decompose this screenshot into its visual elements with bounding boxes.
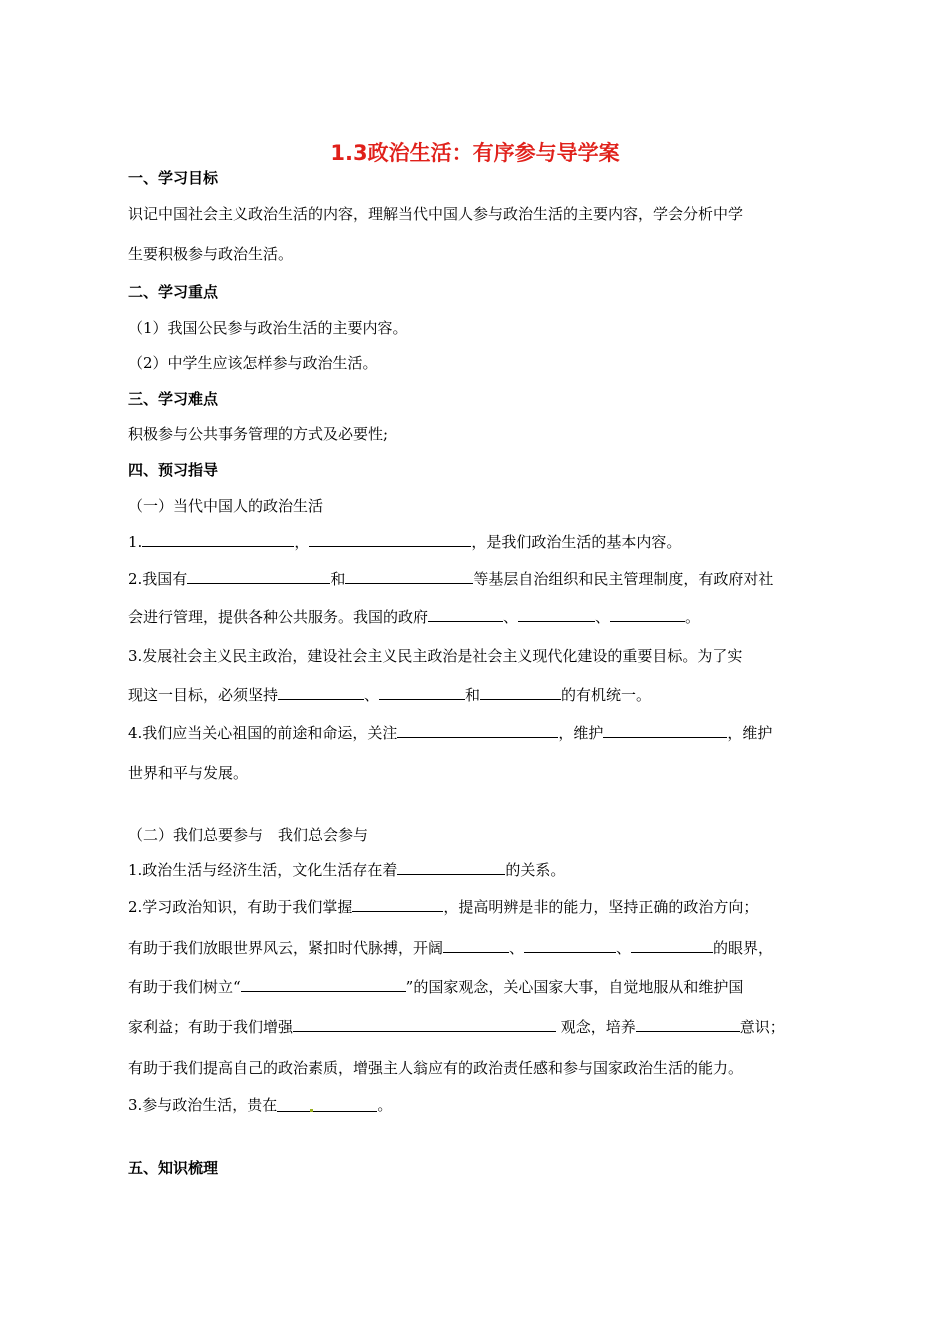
part1-question-3-line-1: 3.发展社会主义民主政治，建设社会主义民主政治是社会主义现代化建设的重要目标。为了实 — [128, 647, 743, 665]
fill-blank[interactable] — [631, 937, 713, 953]
part2-question-3: 3.参与政治生活，贵在 。 — [128, 1096, 393, 1114]
fill-blank[interactable] — [142, 531, 294, 547]
keypoint-2: （2）中学生应该怎样参与政治生活。 — [128, 354, 378, 372]
fill-blank[interactable] — [518, 606, 595, 622]
part1-question-4-line-1: 4.我们应当关心祖国的前途和命运，关注 ，维护 ，维护 — [128, 724, 773, 742]
objectives-line-1: 识记中国社会主义政治生活的内容，理解当代中国人参与政治生活的主要内容，学会分析中学 — [128, 205, 744, 223]
part2-question-2-line-3: 有助于我们树立“ ”的国家观念，关心国家大事，自觉地服从和维护国 — [128, 978, 744, 996]
dot-mark — [310, 1109, 313, 1112]
fill-blank[interactable] — [241, 976, 406, 992]
part2-question-1: 1.政治生活与经济生活，文化生活存在着 的关系。 — [128, 861, 566, 879]
fill-blank[interactable] — [352, 896, 443, 912]
part1-question-2-line-2: 会进行管理，提供各种公共服务。我国的政府 、 、 。 — [128, 608, 701, 626]
section-heading-summary: 五、知识梳理 — [128, 1159, 219, 1177]
fill-blank[interactable] — [309, 531, 471, 547]
fill-blank[interactable] — [379, 684, 465, 700]
fill-blank[interactable] — [278, 684, 364, 700]
section-heading-difficulty: 三、学习难点 — [128, 390, 219, 408]
fill-blank[interactable] — [603, 722, 727, 738]
section-heading-objectives: 一、学习目标 — [128, 169, 219, 187]
fill-blank[interactable] — [277, 1096, 377, 1112]
fill-blank[interactable] — [480, 684, 561, 700]
keypoint-1: （1）我国公民参与政治生活的主要内容。 — [128, 319, 408, 337]
fill-blank[interactable] — [428, 606, 503, 622]
fill-blank[interactable] — [397, 722, 558, 738]
part2-question-2-line-5: 有助于我们提高自己的政治素质，增强主人翁应有的政治责任感和参与国家政治生活的能力。 — [128, 1059, 744, 1077]
part1-question-1: 1. ， ，是我们政治生活的基本内容。 — [128, 533, 682, 551]
part1-question-4-line-2: 世界和平与发展。 — [128, 764, 249, 782]
part2-heading: （二）我们总要参与 我们总会参与 — [128, 826, 369, 844]
fill-blank[interactable] — [345, 568, 473, 584]
section-heading-preview: 四、预习指导 — [128, 461, 219, 479]
fill-blank[interactable] — [610, 606, 685, 622]
part1-question-3-line-2: 现这一目标，必须坚持 、 和 的有机统一。 — [128, 686, 652, 704]
part2-question-2-line-1: 2.学习政治知识，有助于我们掌握 ，提高明辨是非的能力，坚持正确的政治方向； — [128, 898, 759, 916]
fill-blank[interactable] — [636, 1016, 740, 1032]
objectives-line-2: 生要积极参与政治生活。 — [128, 245, 294, 263]
difficulty-text: 积极参与公共事务管理的方式及必要性; — [128, 425, 389, 443]
fill-blank[interactable] — [443, 937, 509, 953]
section-heading-keypoints: 二、学习重点 — [128, 283, 219, 301]
fill-blank[interactable] — [293, 1016, 556, 1032]
part2-question-2-line-2: 有助于我们放眼世界风云，紧扣时代脉搏，开阔 、 、 的眼界， — [128, 939, 774, 957]
part1-question-2-line-1: 2.我国有 和 等基层自治组织和民主管理制度，有政府对社 — [128, 570, 774, 588]
page-title: 1.3政治生活：有序参与导学案 — [330, 141, 620, 165]
part1-heading: （一）当代中国人的政治生活 — [128, 497, 324, 515]
fill-blank[interactable] — [524, 937, 616, 953]
fill-blank[interactable] — [397, 859, 505, 875]
part2-question-2-line-4: 家利益；有助于我们增强 观念，培养 意识； — [128, 1018, 785, 1036]
fill-blank[interactable] — [187, 568, 330, 584]
